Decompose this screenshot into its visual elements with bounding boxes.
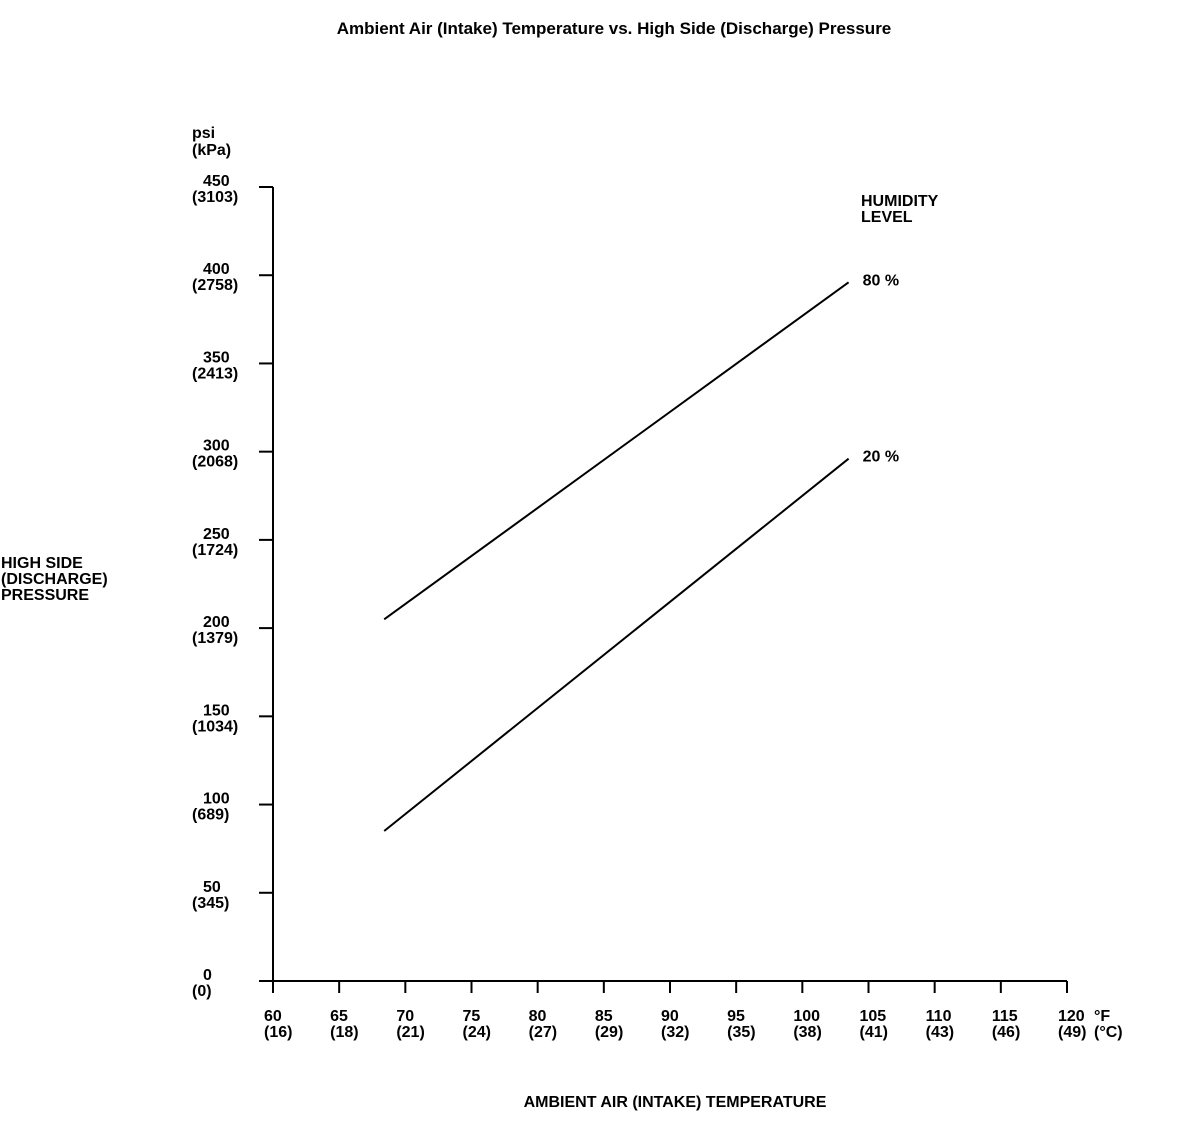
chart-title: Ambient Air (Intake) Temperature vs. High Side (Discharge) Pressure: [336, 19, 892, 38]
y-tick-sublabel: (1724): [192, 541, 239, 559]
y-tick-sublabel: (1379): [192, 630, 239, 648]
x-tick-sublabel: (32): [661, 1024, 690, 1041]
x-tick-label: 105: [859, 1008, 887, 1025]
y-tick-sublabel: (3103): [192, 189, 239, 206]
x-tick-label: 70: [396, 1008, 415, 1025]
y-tick-label: 100: [203, 790, 230, 808]
legend-title-line-1: HUMIDITY: [861, 193, 939, 210]
legend-title-line-2: LEVEL: [861, 209, 913, 226]
y-tick-label: 250: [203, 525, 230, 543]
series-group: [384, 272, 899, 831]
x-tick-label: 65: [330, 1008, 348, 1025]
x-tick-sublabel: (27): [528, 1024, 558, 1041]
x-tick-label: 85: [594, 1008, 613, 1025]
series-label: 20 %: [862, 448, 900, 466]
x-tick-label: 90: [661, 1008, 679, 1025]
x-tick-sublabel: (18): [330, 1024, 359, 1041]
y-tick-label: 350: [203, 349, 230, 367]
x-tick-label: 100: [793, 1008, 821, 1025]
x-tick-sublabel: (35): [727, 1024, 756, 1041]
x-tick-sublabel: (16): [264, 1024, 293, 1041]
y-tick-sublabel: (345): [192, 894, 230, 912]
x-tick-label: 95: [727, 1008, 745, 1025]
series-label: 80 %: [862, 272, 900, 290]
x-tick-group: [264, 981, 1086, 1041]
x-unit-fahrenheit: °F: [1094, 1008, 1111, 1025]
series-line-humidity-20: [384, 459, 848, 831]
y-unit-kpa: (kPa): [192, 142, 232, 159]
x-tick-sublabel: (46): [991, 1024, 1021, 1041]
y-tick-group: [192, 173, 273, 1000]
x-tick-sublabel: (41): [859, 1024, 888, 1041]
y-tick-sublabel: (689): [192, 806, 230, 824]
x-tick-sublabel: (49): [1058, 1024, 1087, 1041]
y-tick-sublabel: (1034): [192, 718, 239, 736]
y-tick-label: 400: [203, 261, 230, 279]
x-tick-label: 110: [925, 1008, 952, 1025]
y-tick-sublabel: (0): [192, 983, 212, 1000]
y-axis-label-line-2: (DISCHARGE): [1, 571, 108, 588]
y-unit-psi: psi: [192, 125, 216, 142]
y-tick-sublabel: (2758): [192, 277, 239, 295]
y-tick-label: 450: [203, 173, 230, 190]
series-line-humidity-80: [384, 282, 848, 619]
x-tick-sublabel: (38): [793, 1024, 822, 1041]
x-unit-celsius: (°C): [1094, 1024, 1123, 1041]
x-tick-label: 75: [462, 1008, 481, 1025]
x-tick-label: 115: [991, 1008, 1018, 1025]
y-tick-label: 300: [203, 437, 230, 455]
x-tick-label: 120: [1058, 1008, 1085, 1025]
x-tick-label: 60: [264, 1008, 282, 1025]
y-tick-label: 150: [203, 702, 230, 720]
x-tick-sublabel: (21): [396, 1024, 425, 1041]
x-tick-label: 80: [528, 1008, 547, 1025]
y-axis-label-line-3: PRESSURE: [1, 587, 90, 604]
axes: [259, 187, 1067, 981]
y-tick-label: 0: [203, 967, 212, 984]
x-tick-sublabel: (24): [462, 1024, 491, 1041]
y-tick-label: 50: [203, 878, 221, 896]
x-axis-label: AMBIENT AIR (INTAKE) TEMPERATURE: [523, 1094, 827, 1111]
y-axis-label-line-1: HIGH SIDE: [1, 555, 83, 572]
y-tick-sublabel: (2413): [192, 365, 239, 383]
x-tick-sublabel: (29): [594, 1024, 624, 1041]
y-tick-sublabel: (2068): [192, 453, 239, 471]
y-tick-label: 200: [203, 614, 230, 632]
x-tick-sublabel: (43): [925, 1024, 955, 1041]
